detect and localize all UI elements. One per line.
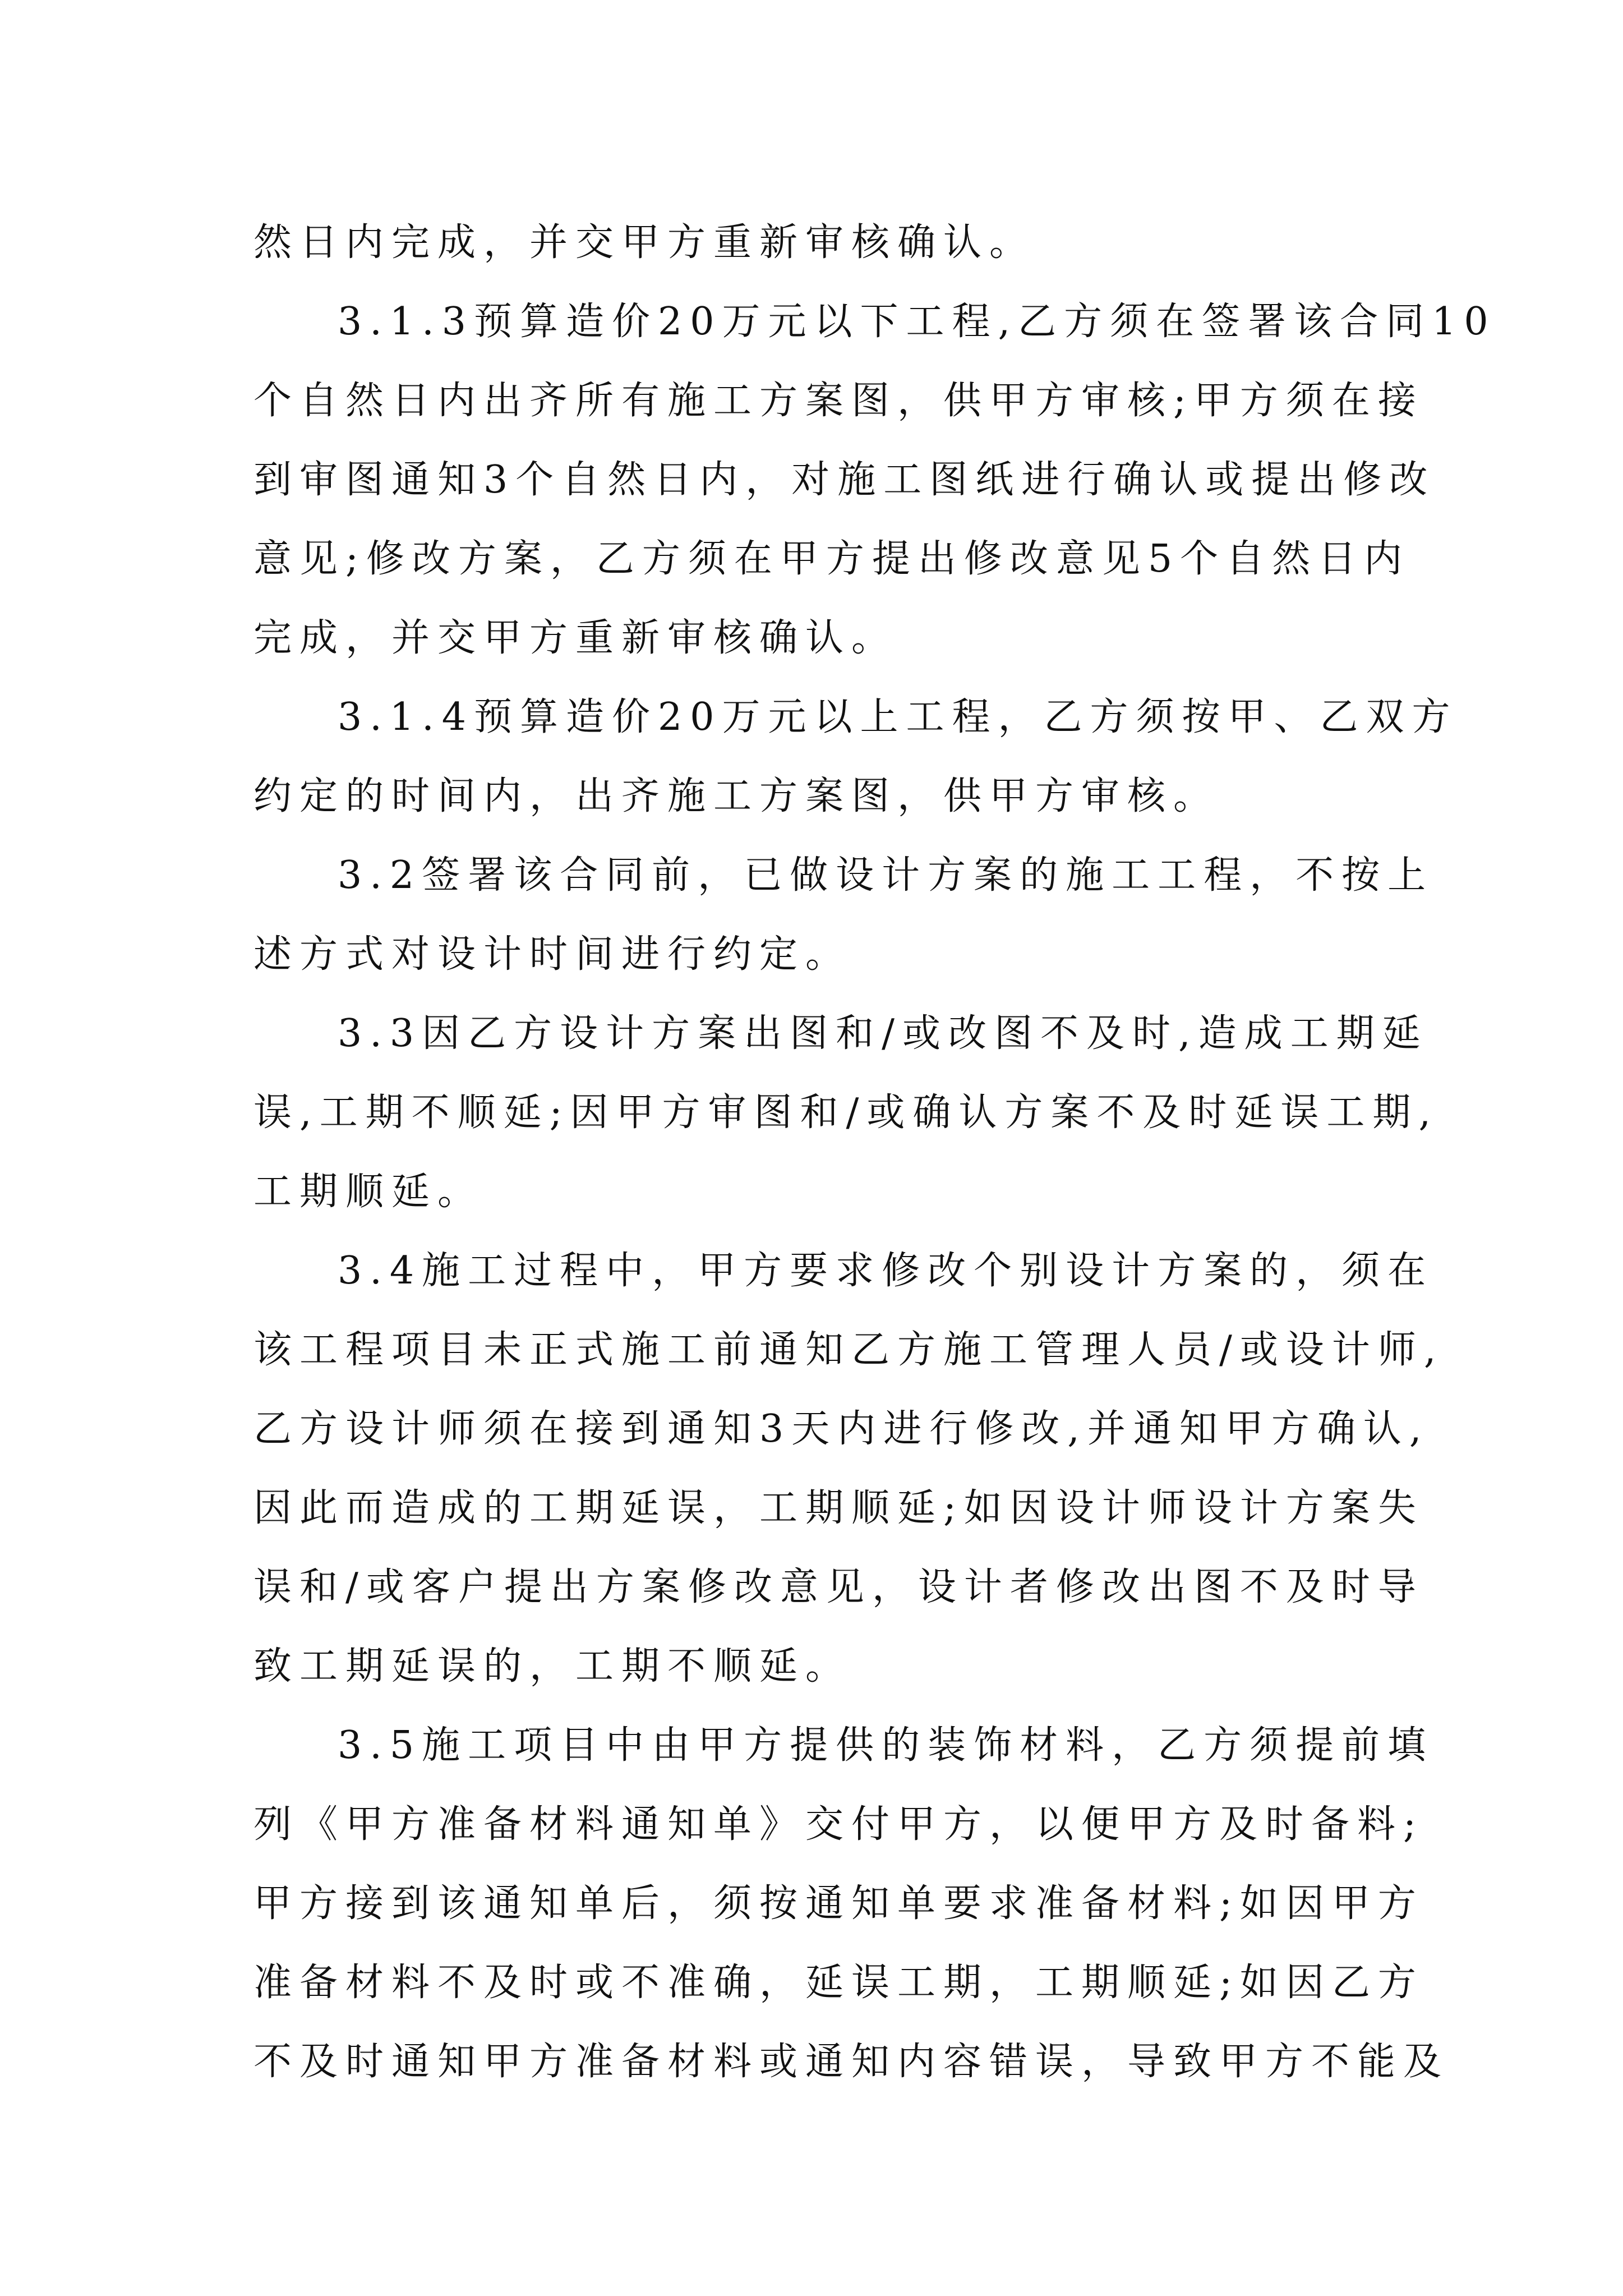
text-line: 误,工期不顺延;因甲方审图和/或确认方案不及时延误工期, [253,1091,1439,1135]
text-line: 因此而造成的工期延误，工期顺延;如因设计师设计方案失 [253,1486,1424,1530]
paragraph-3-1-4 [253,678,1458,836]
text-line: 乙方设计师须在接到通知3天内进行修改,并通知甲方确认, [253,1407,1430,1451]
text-line: 个自然日内出齐所有施工方案图，供甲方审核;甲方须在接 [253,379,1424,423]
text-line: 3.2签署该合同前，已做设计方案的施工工程，不按上 [338,853,1434,898]
paragraph-3-4 [253,1231,1444,1706]
text-line: 述方式对设计时间进行约定。 [253,932,852,977]
text-line: 准备材料不及时或不准确，延误工期，工期顺延;如因乙方 [253,1961,1424,2005]
text-line: 工期顺延。 [253,1170,484,1214]
text-line: 约定的时间内，出齐施工方案图，供甲方审核。 [253,774,1220,818]
text-line: 到审图通知3个自然日内，对施工图纸进行确认或提出修改 [253,458,1436,502]
text-line: 然日内完成，并交甲方重新审核确认。 [253,220,1036,265]
text-line: 甲方接到该通知单后，须按通知单要求准备材料;如因甲方 [253,1881,1424,1926]
text-line: 3.5施工项目中由甲方提供的装饰材料，乙方须提前填 [338,1723,1434,1768]
paragraph [253,203,1375,282]
paragraph-3-3 [253,994,1439,1231]
text-line: 致工期延误的，工期不顺延。 [253,1644,852,1688]
paragraph-3-1-3 [253,282,1496,678]
text-line: 3.4施工过程中，甲方要求修改个别设计方案的，须在 [338,1249,1434,1293]
text-line: 3.1.3预算造价20万元以下工程,乙方须在签署该合同10 [338,300,1496,344]
text-line: 3.1.4预算造价20万元以上工程，乙方须按甲、乙双方 [338,695,1458,739]
text-line: 3.3因乙方设计方案出图和/或改图不及时,造成工期延 [338,1011,1428,1056]
document-body [253,203,1496,2101]
text-line: 完成，并交甲方重新审核确认。 [253,616,898,660]
paragraph-3-5 [253,1706,1450,2101]
text-line: 不及时通知甲方准备材料或通知内容错误，导致甲方不能及 [253,2040,1450,2084]
paragraph-3-2 [253,836,1434,994]
text-line: 该工程项目未正式施工前通知乙方施工管理人员/或设计师, [253,1328,1444,1372]
text-line: 列《甲方准备材料通知单》交付甲方，以便甲方及时备料; [253,1802,1424,1847]
text-line: 意见;修改方案，乙方须在甲方提出修改意见5个自然日内 [253,537,1410,581]
text-line: 误和/或客户提出方案修改意见，设计者修改出图不及时导 [253,1565,1424,1609]
